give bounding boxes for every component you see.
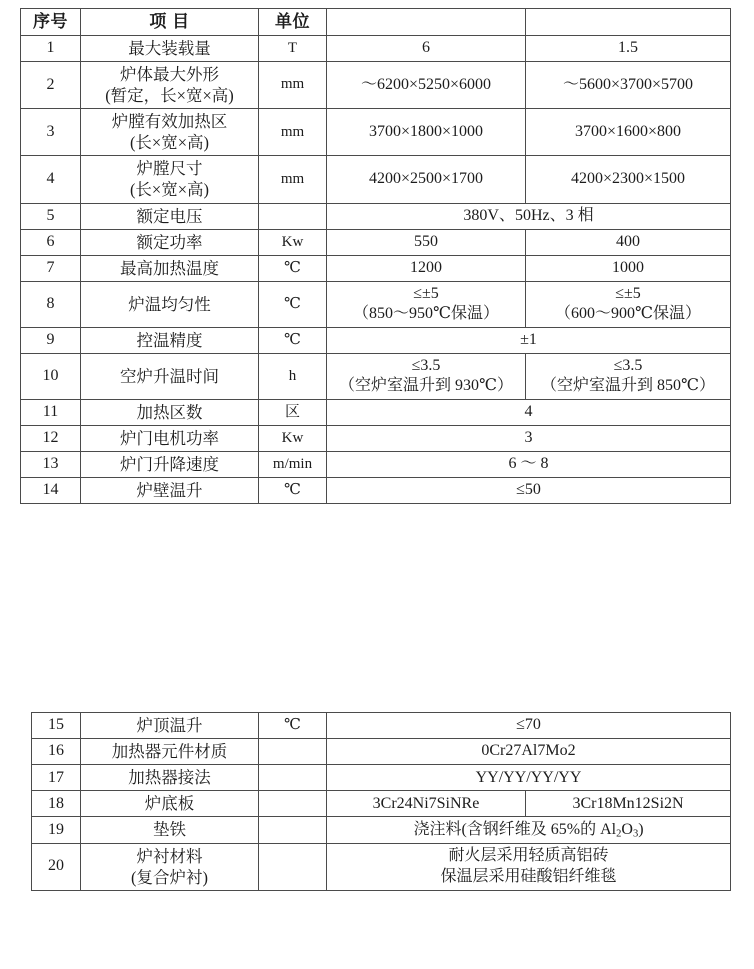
row-value-b: 1.5	[526, 35, 731, 61]
row-unit	[259, 817, 327, 843]
row-unit: T	[259, 35, 327, 61]
row-unit: 区	[259, 399, 327, 425]
row-value-a: 3Cr24Ni7SiNRe	[327, 791, 526, 817]
table-row	[32, 843, 731, 890]
row-item-label: 炉膛有效加热区 (长×宽×高)	[81, 109, 259, 156]
row-value-a: 4200×2500×1700	[327, 156, 526, 203]
row-number: 19	[32, 817, 81, 843]
row-unit: Kw	[259, 425, 327, 451]
table-row	[21, 61, 731, 108]
header-cell-no: 序号	[21, 9, 81, 36]
row-item-label: 炉门升降速度	[81, 452, 259, 478]
row-number: 9	[21, 327, 81, 353]
row-value-a: 6	[327, 35, 526, 61]
row-number: 8	[21, 281, 81, 327]
row-item-label: 最高加热温度	[81, 255, 259, 281]
row-value-merged: 4	[327, 399, 731, 425]
table-row	[21, 327, 731, 353]
table-row	[32, 713, 731, 739]
row-unit	[259, 203, 327, 229]
row-value-merged: 0Cr27Al7Mo2	[327, 739, 731, 765]
row-item-label: 加热器接法	[81, 765, 259, 791]
row-item-label: 垫铁	[81, 817, 259, 843]
row-number: 10	[21, 353, 81, 399]
row-item-label: 最大装载量	[81, 35, 259, 61]
row-unit: m/min	[259, 452, 327, 478]
table-row	[21, 452, 731, 478]
row-number: 3	[21, 109, 81, 156]
row-unit	[259, 739, 327, 765]
row-unit: mm	[259, 156, 327, 203]
row-item-label: 加热器元件材质	[81, 739, 259, 765]
table-body-main	[21, 35, 731, 504]
row-value-merged: ≤50	[327, 478, 731, 504]
specification-table-continued	[31, 712, 731, 891]
table-row	[21, 156, 731, 203]
table-row	[21, 35, 731, 61]
row-value-merged: ≤70	[327, 713, 731, 739]
row-value-a: 1200	[327, 255, 526, 281]
row-value-merged: 耐火层采用轻质高铝砖 保温层采用硅酸铝纤维毯	[327, 843, 731, 890]
row-number: 2	[21, 61, 81, 108]
row-item-label: 炉顶温升	[81, 713, 259, 739]
specification-table-main	[20, 8, 731, 504]
table-row	[21, 203, 731, 229]
row-value-b: ～5600×3700×5700	[526, 61, 731, 108]
row-item-label: 炉温均匀性	[81, 281, 259, 327]
row-value-b: 3Cr18Mn12Si2N	[526, 791, 731, 817]
header-cell-item: 项 目	[81, 9, 259, 36]
row-unit: ℃	[259, 255, 327, 281]
row-item-label: 额定功率	[81, 229, 259, 255]
table-row	[32, 739, 731, 765]
row-value-a: ≤±5 （850～950℃保温）	[327, 281, 526, 327]
row-unit: mm	[259, 109, 327, 156]
row-number: 13	[21, 452, 81, 478]
row-value-b: 1000	[526, 255, 731, 281]
row-item-label: 炉膛尺寸 (长×宽×高)	[81, 156, 259, 203]
row-unit	[259, 765, 327, 791]
row-value-merged: ±1	[327, 327, 731, 353]
table-header	[21, 9, 731, 36]
row-unit	[259, 791, 327, 817]
row-value-merged: YY/YY/YY/YY	[327, 765, 731, 791]
row-unit: ℃	[259, 281, 327, 327]
row-number: 20	[32, 843, 81, 890]
header-cell-value-a	[327, 9, 526, 36]
row-value-b: 4200×2300×1500	[526, 156, 731, 203]
row-value-b: 400	[526, 229, 731, 255]
row-value-a: ～6200×5250×6000	[327, 61, 526, 108]
row-value-b: ≤±5 （600～900℃保温）	[526, 281, 731, 327]
row-number: 7	[21, 255, 81, 281]
table-row	[21, 229, 731, 255]
table-row	[21, 425, 731, 451]
row-number: 14	[21, 478, 81, 504]
row-item-label: 炉壁温升	[81, 478, 259, 504]
row-unit	[259, 843, 327, 890]
row-unit: h	[259, 353, 327, 399]
table-row	[21, 478, 731, 504]
row-item-label: 炉衬材料 (复合炉衬)	[81, 843, 259, 890]
row-value-merged: 380V、50Hz、3 相	[327, 203, 731, 229]
row-value-b: 3700×1600×800	[526, 109, 731, 156]
row-number: 16	[32, 739, 81, 765]
row-value-merged: 3	[327, 425, 731, 451]
row-number: 17	[32, 765, 81, 791]
row-number: 18	[32, 791, 81, 817]
row-item-label: 炉底板	[81, 791, 259, 817]
row-value-b: ≤3.5 （空炉室温升到 850℃）	[526, 353, 731, 399]
header-cell-unit: 单位	[259, 9, 327, 36]
row-number: 12	[21, 425, 81, 451]
table-body-continued	[32, 713, 731, 891]
row-item-label: 额定电压	[81, 203, 259, 229]
row-number: 6	[21, 229, 81, 255]
row-number: 15	[32, 713, 81, 739]
row-unit: ℃	[259, 327, 327, 353]
row-item-label: 炉体最大外形 (暂定，长×宽×高)	[81, 61, 259, 108]
row-value-a: ≤3.5 （空炉室温升到 930℃）	[327, 353, 526, 399]
table-row	[21, 281, 731, 327]
table-row	[21, 109, 731, 156]
table-row	[32, 765, 731, 791]
row-unit: mm	[259, 61, 327, 108]
row-number: 1	[21, 35, 81, 61]
table-row	[21, 399, 731, 425]
table-row	[32, 791, 731, 817]
table-row	[21, 255, 731, 281]
row-value-a: 3700×1800×1000	[327, 109, 526, 156]
row-item-label: 炉门电机功率	[81, 425, 259, 451]
row-number: 5	[21, 203, 81, 229]
row-unit: ℃	[259, 478, 327, 504]
row-number: 4	[21, 156, 81, 203]
row-unit: Kw	[259, 229, 327, 255]
row-value-a: 550	[327, 229, 526, 255]
table-row	[32, 817, 731, 843]
row-value-merged: 6 ～ 8	[327, 452, 731, 478]
row-item-label: 控温精度	[81, 327, 259, 353]
row-number: 11	[21, 399, 81, 425]
header-cell-value-b	[526, 9, 731, 36]
row-unit: ℃	[259, 713, 327, 739]
header-row	[21, 9, 731, 36]
table-row	[21, 353, 731, 399]
row-item-label: 加热区数	[81, 399, 259, 425]
row-value-merged: 浇注料(含钢纤维及 65%的 $Al_2O_3$)	[327, 817, 731, 843]
row-item-label: 空炉升温时间	[81, 353, 259, 399]
